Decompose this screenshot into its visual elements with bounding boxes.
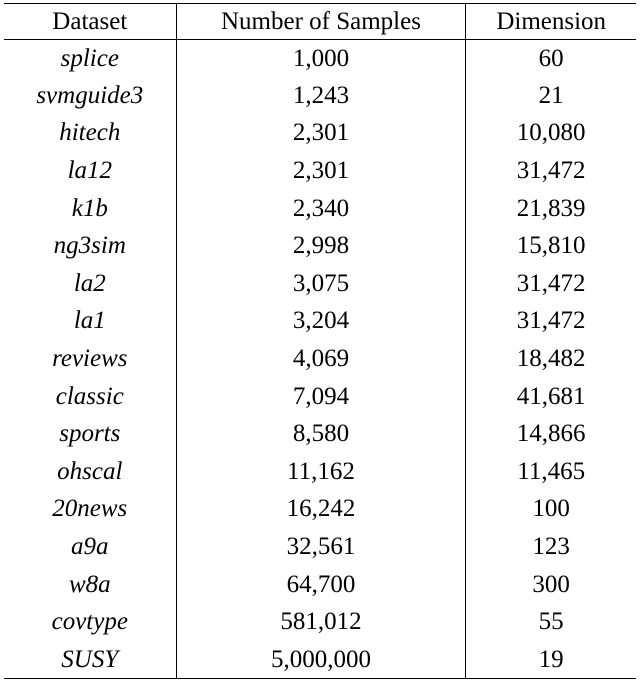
table-row bbox=[4, 566, 636, 604]
table-row bbox=[4, 303, 636, 341]
dataset-cell: ohscal bbox=[4, 453, 176, 491]
samples-cell: 3,204 bbox=[176, 303, 466, 341]
samples-cell: 1,243 bbox=[176, 77, 466, 115]
table-row bbox=[4, 415, 636, 453]
dimension-cell: 18,482 bbox=[516, 345, 586, 373]
dataset-cell: classic bbox=[4, 378, 176, 416]
dimension-cell: 19 bbox=[466, 641, 636, 679]
samples-cell: 5,000,000 bbox=[176, 641, 466, 679]
samples-cell: 2,340 bbox=[176, 190, 466, 228]
header-samples: Number of Samples bbox=[176, 4, 466, 40]
dataset-cell: covtype bbox=[4, 603, 176, 641]
samples-cell: 8,580 bbox=[176, 415, 466, 453]
table-row bbox=[4, 190, 636, 228]
table-row bbox=[4, 340, 636, 378]
dataset-cell: ng3sim bbox=[4, 227, 176, 265]
dataset-cell: la12 bbox=[4, 152, 176, 190]
table-row bbox=[4, 265, 636, 303]
table-row bbox=[4, 641, 636, 679]
dataset-cell: a9a bbox=[4, 528, 176, 566]
samples-cell: 11,162 bbox=[176, 453, 466, 491]
dimension-cell: 15,810 bbox=[516, 232, 586, 260]
table-row bbox=[4, 40, 636, 78]
header-dataset: Dataset bbox=[4, 4, 176, 40]
samples-cell: 64,700 bbox=[176, 566, 466, 604]
dataset-cell: la1 bbox=[4, 303, 176, 341]
samples-cell: 581,012 bbox=[176, 603, 466, 641]
dataset-cell: svmguide3 bbox=[4, 77, 176, 115]
samples-cell: 7,094 bbox=[176, 378, 466, 416]
table-row bbox=[4, 491, 636, 529]
dimension-cell: 14,866 bbox=[516, 420, 586, 448]
dimension-cell: 11,465 bbox=[517, 457, 586, 485]
samples-cell: 3,075 bbox=[176, 265, 466, 303]
dimension-cell: 31,472 bbox=[516, 269, 586, 297]
dimension-cell: 31,472 bbox=[516, 157, 586, 185]
dataset-cell: reviews bbox=[4, 340, 176, 378]
samples-cell: 2,301 bbox=[176, 115, 466, 153]
samples-cell: 2,301 bbox=[176, 152, 466, 190]
dimension-cell: 55 bbox=[538, 608, 564, 636]
table-row bbox=[4, 453, 636, 491]
dataset-cell: k1b bbox=[4, 190, 176, 228]
header-row bbox=[4, 4, 636, 40]
table-row bbox=[4, 378, 636, 416]
dataset-cell: hitech bbox=[4, 115, 176, 153]
dimension-cell: 31,472 bbox=[516, 307, 586, 335]
samples-cell: 1,000 bbox=[176, 40, 466, 78]
dimension-cell: 41,681 bbox=[516, 382, 586, 410]
samples-cell: 2,998 bbox=[176, 227, 466, 265]
samples-cell: 16,242 bbox=[176, 491, 466, 529]
dataset-cell: la2 bbox=[4, 265, 176, 303]
table-row bbox=[4, 603, 636, 641]
dataset-cell: sports bbox=[4, 415, 176, 453]
dataset-cell: w8a bbox=[4, 566, 176, 604]
dimension-cell: 60 bbox=[538, 44, 564, 72]
table-row bbox=[4, 227, 636, 265]
table-row bbox=[4, 152, 636, 190]
dimension-cell: 21,839 bbox=[516, 194, 586, 222]
dataset-cell: splice bbox=[4, 40, 176, 78]
table-row bbox=[4, 115, 636, 153]
dimension-cell: 100 bbox=[532, 495, 570, 523]
header-dimension: Dimension bbox=[466, 4, 636, 40]
dimension-cell: 10,080 bbox=[516, 119, 586, 147]
samples-cell: 4,069 bbox=[176, 340, 466, 378]
dataset-cell: 20news bbox=[4, 491, 176, 529]
dimension-cell: 21 bbox=[538, 81, 564, 109]
dimension-cell: 123 bbox=[532, 533, 570, 561]
table-row bbox=[4, 77, 636, 115]
dataset-cell: SUSY bbox=[4, 641, 176, 679]
table-row bbox=[4, 528, 636, 566]
datasets-table bbox=[4, 3, 636, 679]
samples-cell: 32,561 bbox=[176, 528, 466, 566]
dimension-cell: 300 bbox=[532, 570, 570, 598]
